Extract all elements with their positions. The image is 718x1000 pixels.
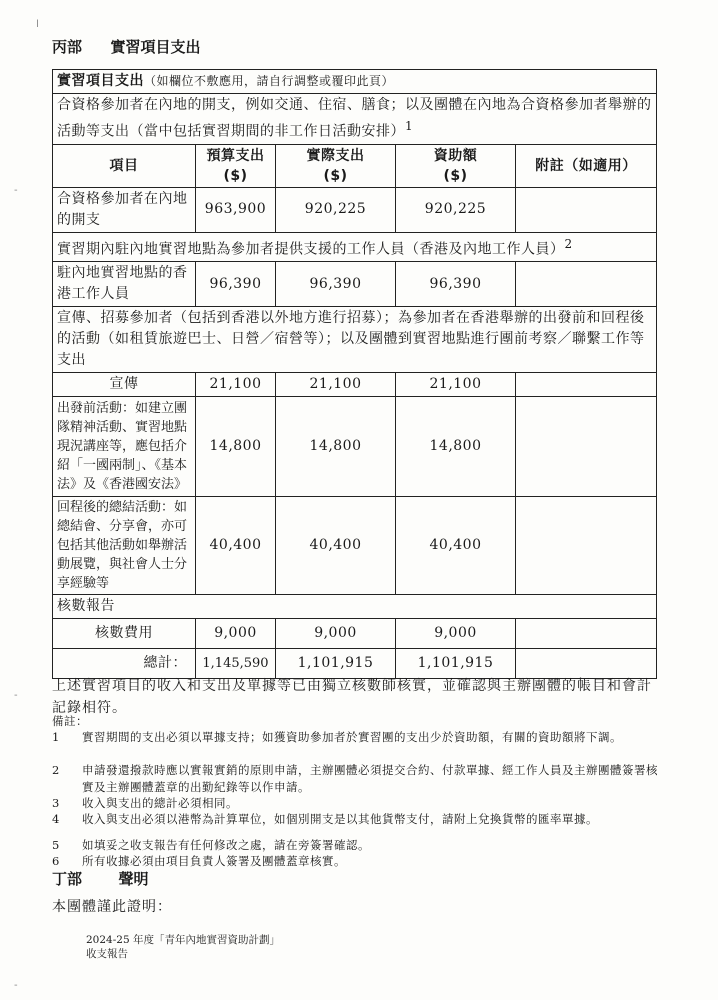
table-row	[53, 619, 657, 649]
note-text: 實習期間的支出必須以單據支持；如獲資助參加者於實習團的支出少於資助額，有關的資助額將下調。	[82, 730, 622, 744]
col-header-item: 項目	[53, 144, 196, 187]
note-item	[52, 762, 662, 796]
row-budget: 9,000	[196, 619, 276, 649]
note-text: 所有收據必須由項目負責人簽署及團體蓋章核實。	[82, 854, 346, 868]
total-label: 總計：	[53, 649, 196, 679]
section-c-label: 丙部	[52, 38, 83, 56]
row-item: 合資格參加者在內地的開支	[53, 187, 196, 232]
table-row	[53, 373, 657, 397]
table-row	[53, 397, 657, 497]
row-actual: 96,390	[276, 262, 396, 307]
col-header-grant: 資助額 ($)	[396, 144, 516, 187]
footer-subtitle: 收支報告	[86, 948, 128, 960]
note-text: 如填妥之收支報告有任何修改之處，請在旁簽署確認。	[82, 838, 370, 852]
row-item: 回程後的總結活動：如總結會、分享會，亦可包括其他活動如舉辦活動展覽，與社會人士分享經驗等	[53, 497, 196, 595]
scan-mark: -	[14, 980, 18, 991]
note-item	[52, 837, 662, 854]
table-row	[53, 262, 657, 307]
auditor-statement: 上述實習項目的收入和支出及單據等已由獨立核數師核實，並確認與主辦團體的帳目和會計記錄相符。	[52, 678, 652, 716]
row-remarks[interactable]	[516, 373, 657, 397]
total-actual: 1,101,915	[276, 649, 396, 679]
col-header-budget: 預算支出 ($)	[196, 144, 276, 187]
scan-mark: -	[14, 690, 18, 701]
row-actual: 9,000	[276, 619, 396, 649]
row-item: 出發前活動：如建立團隊精神活動、實習地點現況講座等，應包括介紹「一國兩制」、《基本法》及《香港國安法》	[53, 397, 196, 497]
footer-title: 2024-25 年度「青年內地實習資助計劃」	[86, 934, 280, 946]
row-actual: 14,800	[276, 397, 396, 497]
table-row	[53, 187, 657, 232]
note-item	[52, 729, 662, 763]
intro-mainland	[53, 94, 657, 145]
scan-mark: ׀	[36, 18, 39, 29]
total-budget: 1,145,590	[196, 649, 276, 679]
footnote-ref-2: 2	[564, 236, 573, 251]
intro-staff-text: 實習期內駐內地實習地點為參加者提供支援的工作人員（香港及內地工作人員）	[57, 241, 565, 258]
footnote-ref-1: 1	[405, 119, 414, 133]
row-grant: 21,100	[396, 373, 516, 397]
note-text: 收入與支出的總計必須相同。	[82, 796, 238, 810]
row-remarks[interactable]	[516, 497, 657, 595]
row-remarks[interactable]	[516, 187, 657, 232]
expenditure-table	[52, 69, 657, 679]
row-remarks[interactable]	[516, 262, 657, 307]
intro-mainland-text: 合資格參加者在內地的開支，例如交通、住宿、膳食；以及團體在內地為合資格參加者舉辦的活動等支出（當中包括實習期間的非工作日活動安排）	[57, 97, 652, 140]
table-row	[53, 497, 657, 595]
row-grant: 920,225	[396, 187, 516, 232]
section-d-title: 聲明	[118, 870, 149, 888]
note-number: 6	[52, 854, 60, 868]
intro-audit: 核數報告	[53, 595, 657, 619]
section-d-heading	[52, 868, 149, 889]
scan-mark: -	[14, 185, 18, 196]
section-d-label: 丁部	[52, 870, 83, 888]
row-item: 宣傳	[53, 373, 196, 397]
intro-staff	[53, 232, 657, 262]
note-number: 5	[52, 838, 60, 852]
row-budget: 96,390	[196, 262, 276, 307]
note-number: 3	[52, 796, 60, 810]
table-heading-row	[53, 70, 657, 94]
note-item	[52, 795, 662, 812]
note-number: 1	[52, 730, 60, 744]
note-text: 申請發還撥款時應以實報實銷的原則申請，主辦團體必須提交合約、付款單據、經工作人員及主辦團體簽署核實及主辦團體蓋章的出勤紀錄等以作申請。	[82, 763, 658, 794]
note-text: 收入與支出必須以港幣為計算單位，如個別開支是以其他貨幣支付，請附上兌換貨幣的匯率單據。	[82, 812, 598, 826]
row-remarks[interactable]	[516, 397, 657, 497]
row-grant: 40,400	[396, 497, 516, 595]
certify-text: 本團體謹此證明：	[52, 899, 172, 915]
table-heading: 實習項目支出	[57, 73, 144, 89]
note-number: 2	[52, 763, 60, 777]
row-actual: 40,400	[276, 497, 396, 595]
row-actual: 920,225	[276, 187, 396, 232]
row-actual: 21,100	[276, 373, 396, 397]
notes-label: 備註：	[52, 714, 88, 728]
table-heading-note: （如欄位不敷應用，請自行調整或覆印此頁）	[144, 74, 395, 88]
row-budget: 40,400	[196, 497, 276, 595]
row-budget: 21,100	[196, 373, 276, 397]
total-grant: 1,101,915	[396, 649, 516, 679]
row-item: 核數費用	[53, 619, 196, 649]
row-budget: 14,800	[196, 397, 276, 497]
footer	[86, 933, 280, 961]
row-budget: 963,900	[196, 187, 276, 232]
row-remarks[interactable]	[516, 619, 657, 649]
row-grant: 14,800	[396, 397, 516, 497]
col-header-actual: 實際支出 ($)	[276, 144, 396, 187]
note-number: 4	[52, 812, 60, 826]
row-grant: 9,000	[396, 619, 516, 649]
col-header-remarks: 附註（如適用）	[516, 144, 657, 187]
row-item: 駐內地實習地點的香港工作人員	[53, 262, 196, 307]
row-grant: 96,390	[396, 262, 516, 307]
section-c-title: 實習項目支出	[110, 38, 201, 56]
intro-promo: 宣傳、招募參加者（包括到香港以外地方進行招募）；為參加者在香港舉辦的出發前和回程後的活動（如租賃旅遊巴士、日營／宿營等）；以及團體到實習地點進行團前考察／聯繫工作等支出	[53, 307, 657, 373]
section-c-heading	[52, 36, 201, 57]
